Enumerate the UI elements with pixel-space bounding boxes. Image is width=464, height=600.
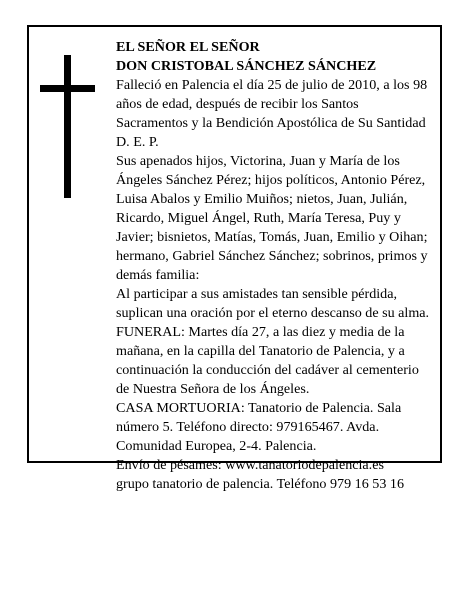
cross-icon: [64, 55, 71, 198]
text-line: número 5. Teléfono directo: 979165467. Avda.: [116, 419, 380, 435]
obituary-text: [116, 38, 436, 494]
text-line: Sus apenados hijos, Victorina, Juan y María de los: [116, 153, 400, 169]
heading: EL SEÑOR EL SEÑOR: [116, 39, 260, 55]
text-line: Javier; bisnietos, Matías, Tomás, Juan, Emilio y Oihan;: [116, 229, 428, 245]
text-line: demás familia:: [116, 267, 200, 283]
text-line: Ricardo, Miguel Ángel, Ruth, María Teresa, Puy y: [116, 210, 401, 226]
text-line: Al participar a sus amistades tan sensible pérdida,: [116, 286, 398, 302]
text-line: Luisa Abalos y Emilio Muiños; nietos, Juan, Julián,: [116, 191, 408, 207]
text-line: FUNERAL: Martes día 27, a las diez y media de la: [116, 324, 405, 340]
text-line: Comunidad Europea, 2-4. Palencia.: [116, 438, 317, 454]
deceased-name: DON CRISTOBAL SÁNCHEZ SÁNCHEZ: [116, 58, 377, 74]
text-line: mañana, en la capilla del Tanatorio de Palencia, y a: [116, 343, 405, 359]
cross-icon-crossbar: [40, 85, 95, 92]
text-line: hermano, Gabriel Sánchez Sánchez; sobrinos, primos y: [116, 248, 428, 264]
text-line: años de edad, después de recibir los Santos: [116, 96, 359, 112]
text-line: Envío de pésames: www.tanatoriodepalencia.es: [116, 457, 384, 473]
text-line: Ángeles Sánchez Pérez; hijos políticos, Antonio Pérez,: [116, 172, 426, 188]
text-line: de Nuestra Señora de los Ángeles.: [116, 381, 310, 397]
text-line: D. E. P.: [116, 134, 159, 150]
text-line: Falleció en Palencia el día 25 de julio de 2010, a los 98: [116, 77, 428, 93]
text-line: suplican una oración por el eterno descanso de su alma.: [116, 305, 430, 321]
text-line: CASA MORTUORIA: Tanatorio de Palencia. Sala: [116, 400, 402, 416]
text-line: continuación la conducción del cadáver al cementerio: [116, 362, 419, 378]
text-line: grupo tanatorio de palencia. Teléfono 979 16 53 16: [116, 476, 404, 492]
text-line: Sacramentos y la Bendición Apostólica de Su Santidad: [116, 115, 426, 131]
